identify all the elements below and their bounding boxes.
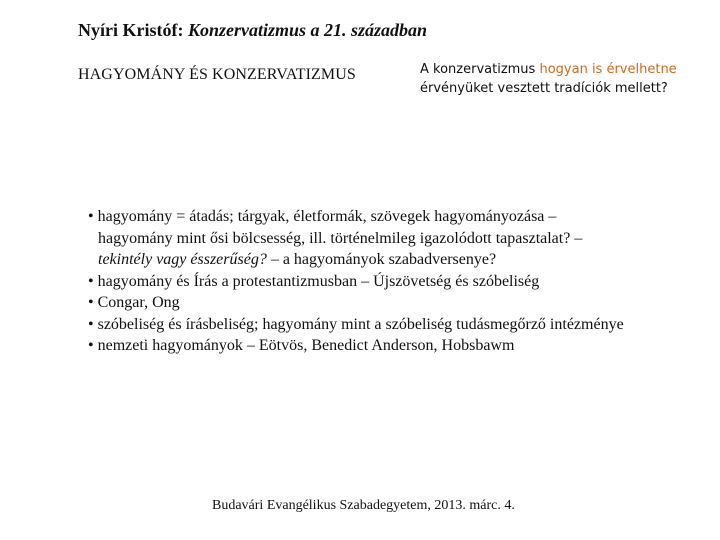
title-work: Konzervatizmus a 21. században xyxy=(187,20,428,40)
bullet-tradition-post: – a hagyományok szabadversenye? xyxy=(266,251,497,268)
title-author: Nyíri Kristóf: xyxy=(78,20,184,40)
question-part1: A konzervatizmus xyxy=(420,62,536,77)
section-heading: HAGYOMÁNY ÉS KONZERVATIZMUS xyxy=(78,66,356,83)
bullet-protestantism: • hagyomány és Írás a protestantizmusban – Újszövetség és szóbeliség xyxy=(88,272,540,290)
footer: Budavári Evangélikus Szabadegyetem, 2013. márc. 4. xyxy=(212,498,515,513)
bullet-tradition-pre: • hagyomány = átadás; tárgyak, életformák, szövegek hagyományozása – hagyomány mint ősi bölcsesség, ill. történelmileg igazolódott tapasztalat? – xyxy=(88,208,583,247)
question-highlight: hogyan is érvelhetne xyxy=(539,62,677,77)
bullet-tradition xyxy=(88,206,628,271)
bullet-tradition-italic: tekintély vagy ésszerűség? xyxy=(98,251,267,268)
bullet-orality: • szóbeliség és írásbeliség; hagyomány mint a szóbeliség tudásmegőrző intézménye xyxy=(88,315,624,333)
bullet-congar-ong: • Congar, Ong xyxy=(88,294,180,311)
slide-title xyxy=(78,20,427,41)
question-text xyxy=(420,60,700,98)
bullet-list xyxy=(88,206,628,357)
question-part3: érvényüket vesztett tradíciók mellett? xyxy=(420,81,668,96)
bullet-national-traditions: • nemzeti hagyományok – Eötvös, Benedict Anderson, Hobsbawm xyxy=(88,337,515,354)
